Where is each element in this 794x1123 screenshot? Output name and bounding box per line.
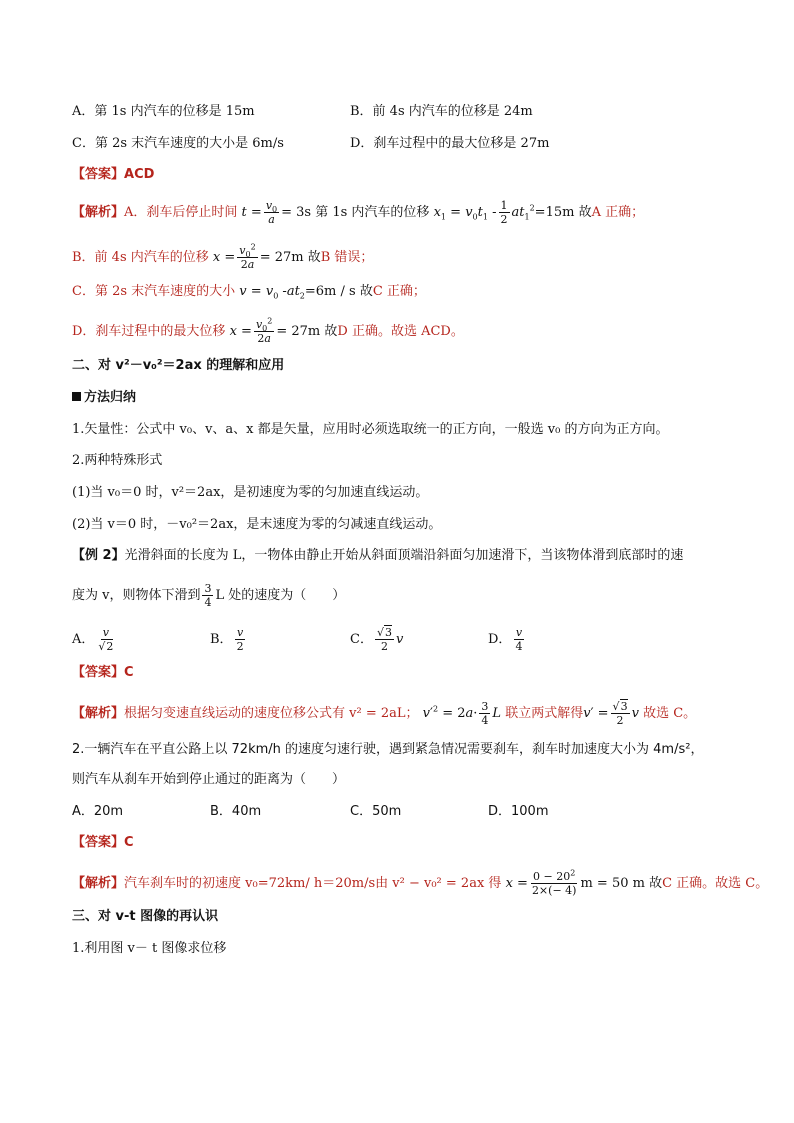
q1-analysis-a <box>72 199 644 226</box>
formula-d: x = $\frac{v_0^2}{2a}$ <box>229 316 273 345</box>
q2-option-d <box>488 803 549 821</box>
example2-analysis-text2: 联立两式解得 <box>505 706 584 721</box>
example2-option-b: B． $\frac{v}{2}$ <box>210 626 244 653</box>
q1-option-d <box>350 135 549 153</box>
method-heading <box>72 389 136 407</box>
analysis-c-text3: C 正确； <box>372 284 426 299</box>
q1-analysis-d <box>72 318 464 345</box>
analysis-label: 【解析】 <box>72 205 125 220</box>
section2-point2-text: 2.两种特殊形式 <box>72 453 163 468</box>
answer-label: 【答案】 <box>72 665 125 680</box>
section2-point1 <box>72 421 668 439</box>
q1-analysis-c <box>72 283 426 301</box>
q2-analysis-text2: 由 v² − v₀² = 2ax 得 <box>375 876 502 891</box>
example2-option-d: D． $\frac{v}{4}$ <box>488 626 523 653</box>
fraction-three-quarters: $\frac{3}{4}$ <box>204 582 212 609</box>
q1-option-c-text: C．第 2s 末汽车速度的大小是 6m/s <box>72 136 284 151</box>
q2-option-d-text: D．100m <box>488 804 549 819</box>
formula-c: $v = v_0$ $-at_2$ <box>239 284 305 301</box>
section2-point2a-text: (1)当 v₀＝0 时，v²＝2ax，是初速度为零的匀加速直线运动。 <box>72 485 429 500</box>
section3-title-text: 三、对 v-t 图像的再认识 <box>72 909 219 924</box>
formula-displacement: $x_1 = v_0t_1$ - $\frac{1}{2}$ $at_1^2$ <box>433 199 535 226</box>
analysis-b-text1: B．前 4s 内汽车的位移 <box>72 250 209 265</box>
analysis-a-text2: = 3s 第 1s 内汽车的位移 <box>281 205 430 220</box>
section2-title <box>72 357 284 375</box>
example2-analysis-text1: 根据匀变速直线运动的速度位移公式有 v² = 2aL； <box>124 706 419 721</box>
example2-analysis-text3: 故选 C。 <box>643 706 697 721</box>
answer-label: 【答案】 <box>72 167 125 182</box>
q2-analysis-text4: C 正确。故选 C。 <box>662 876 769 891</box>
q2-text-line2 <box>72 771 345 789</box>
analysis-d-text2: = 27m 故 <box>276 324 338 339</box>
q1-option-a <box>72 103 255 121</box>
section2-title-text: 二、对 v²－v₀²＝2ax 的理解和应用 <box>72 358 285 373</box>
q2-text2: 则汽车从刹车开始到停止通过的距离为（ ） <box>72 772 346 787</box>
formula-vprime: $v'^2 = 2a\cdot$ $\frac{3}{4}$ L <box>422 700 502 727</box>
example2-text-line2 <box>72 582 345 609</box>
q2-analysis-text3: m = 50 m 故 <box>580 876 663 891</box>
answer-value: ACD <box>124 167 155 182</box>
q1-analysis-b <box>72 244 373 271</box>
formula-vprime-result: v′ = $\frac{√3}{2}$ v <box>583 700 639 727</box>
formula-q2-x: x = $\frac{0 - 20^2}{2\times(- 4)}$ <box>505 868 577 897</box>
example2-text-line1 <box>72 547 683 565</box>
q1-option-b-text: B．前 4s 内汽车的位移是 24m <box>350 104 533 119</box>
analysis-label: 【解析】 <box>72 876 125 891</box>
section2-point1-text: 1.矢量性：公式中 v₀、v、a、x 都是矢量，应用时必须选取统一的正方向，一般选 v₀ 的方向为正方向。 <box>72 422 669 437</box>
answer-value: C <box>124 835 134 850</box>
q1-option-c <box>72 135 284 153</box>
example2-option-a-label: A． <box>72 632 95 647</box>
q1-option-b <box>350 103 533 121</box>
answer-value: C <box>124 665 134 680</box>
section2-point2 <box>72 452 162 470</box>
q2-option-a-text: A．20m <box>72 804 124 819</box>
section3-point1 <box>72 940 226 958</box>
example2-analysis <box>72 700 696 727</box>
q2-option-a <box>72 803 123 821</box>
q2-text-line1 <box>72 741 703 759</box>
example2-option-c-label: C． <box>350 632 373 647</box>
analysis-a-text1: A．刹车后停止时间 <box>124 205 238 220</box>
analysis-b-text3: B 错误； <box>320 250 374 265</box>
q1-answer <box>72 166 154 184</box>
q2-option-b <box>210 803 261 821</box>
q2-text1: 2.一辆汽车在平直公路上以 72km/h 的速度匀速行驶，遇到紧急情况需要刹车，刹车时加速度大小为 4m/s²， <box>72 742 704 757</box>
analysis-a-text4: A 正确； <box>591 205 645 220</box>
method-heading-text: 方法归纳 <box>84 390 137 405</box>
analysis-a-text3: =15m 故 <box>534 205 592 220</box>
section3-point1-text: 1.利用图 v－ t 图像求位移 <box>72 941 227 956</box>
q2-answer <box>72 834 134 852</box>
analysis-label: 【解析】 <box>72 706 125 721</box>
analysis-c-text1: C．第 2s 末汽车速度的大小 <box>72 284 236 299</box>
example2-option-c: C． $\frac{√3}{2}$ v <box>350 626 404 653</box>
example2-option-b-label: B． <box>210 632 233 647</box>
q2-analysis <box>72 870 768 897</box>
example2-label: 【例 2】 <box>72 548 125 563</box>
q2-option-c <box>350 803 401 821</box>
example2-text2a: 度为 v，则物体下滑到 <box>72 588 201 603</box>
section3-title <box>72 908 218 926</box>
q1-option-a-text: A．第 1s 内汽车的位移是 15m <box>72 104 255 119</box>
example2-text2b: L 处的速度为（ ） <box>215 588 346 603</box>
q1-option-d-text: D．刹车过程中的最大位移是 27m <box>350 136 550 151</box>
answer-label: 【答案】 <box>72 835 125 850</box>
section2-point2a <box>72 484 428 502</box>
q2-analysis-text1: 汽车刹车时的初速度 v₀=72km/ h＝20m/s <box>124 876 376 891</box>
example2-answer <box>72 664 134 682</box>
example2-text1: 光滑斜面的长度为 L，一物体由静止开始从斜面顶端沿斜面匀加速滑下，当该物体滑到底部时的速 <box>124 548 684 563</box>
section2-point2b-text: (2)当 v＝0 时，－v₀²＝2ax，是末速度为零的匀减速直线运动。 <box>72 517 442 532</box>
analysis-d-text1: D．刹车过程中的最大位移 <box>72 324 226 339</box>
analysis-b-text2: = 27m 故 <box>259 250 321 265</box>
formula-b: x = $\frac{v_0^2}{2a}$ <box>212 242 256 271</box>
analysis-c-text2: =6m / s 故 <box>304 284 373 299</box>
q2-option-b-text: B．40m <box>210 804 262 819</box>
section2-point2b <box>72 516 441 534</box>
black-square-icon <box>72 392 81 401</box>
formula-stop-time: t = $\frac{v_0}{a}$ <box>241 199 278 226</box>
example2-option-a: A． $\frac{v}{√2}$ <box>72 626 114 653</box>
example2-option-d-label: D． <box>488 632 512 647</box>
q2-option-c-text: C．50m <box>350 804 402 819</box>
analysis-d-text3: D 正确。故选 ACD。 <box>337 324 464 339</box>
